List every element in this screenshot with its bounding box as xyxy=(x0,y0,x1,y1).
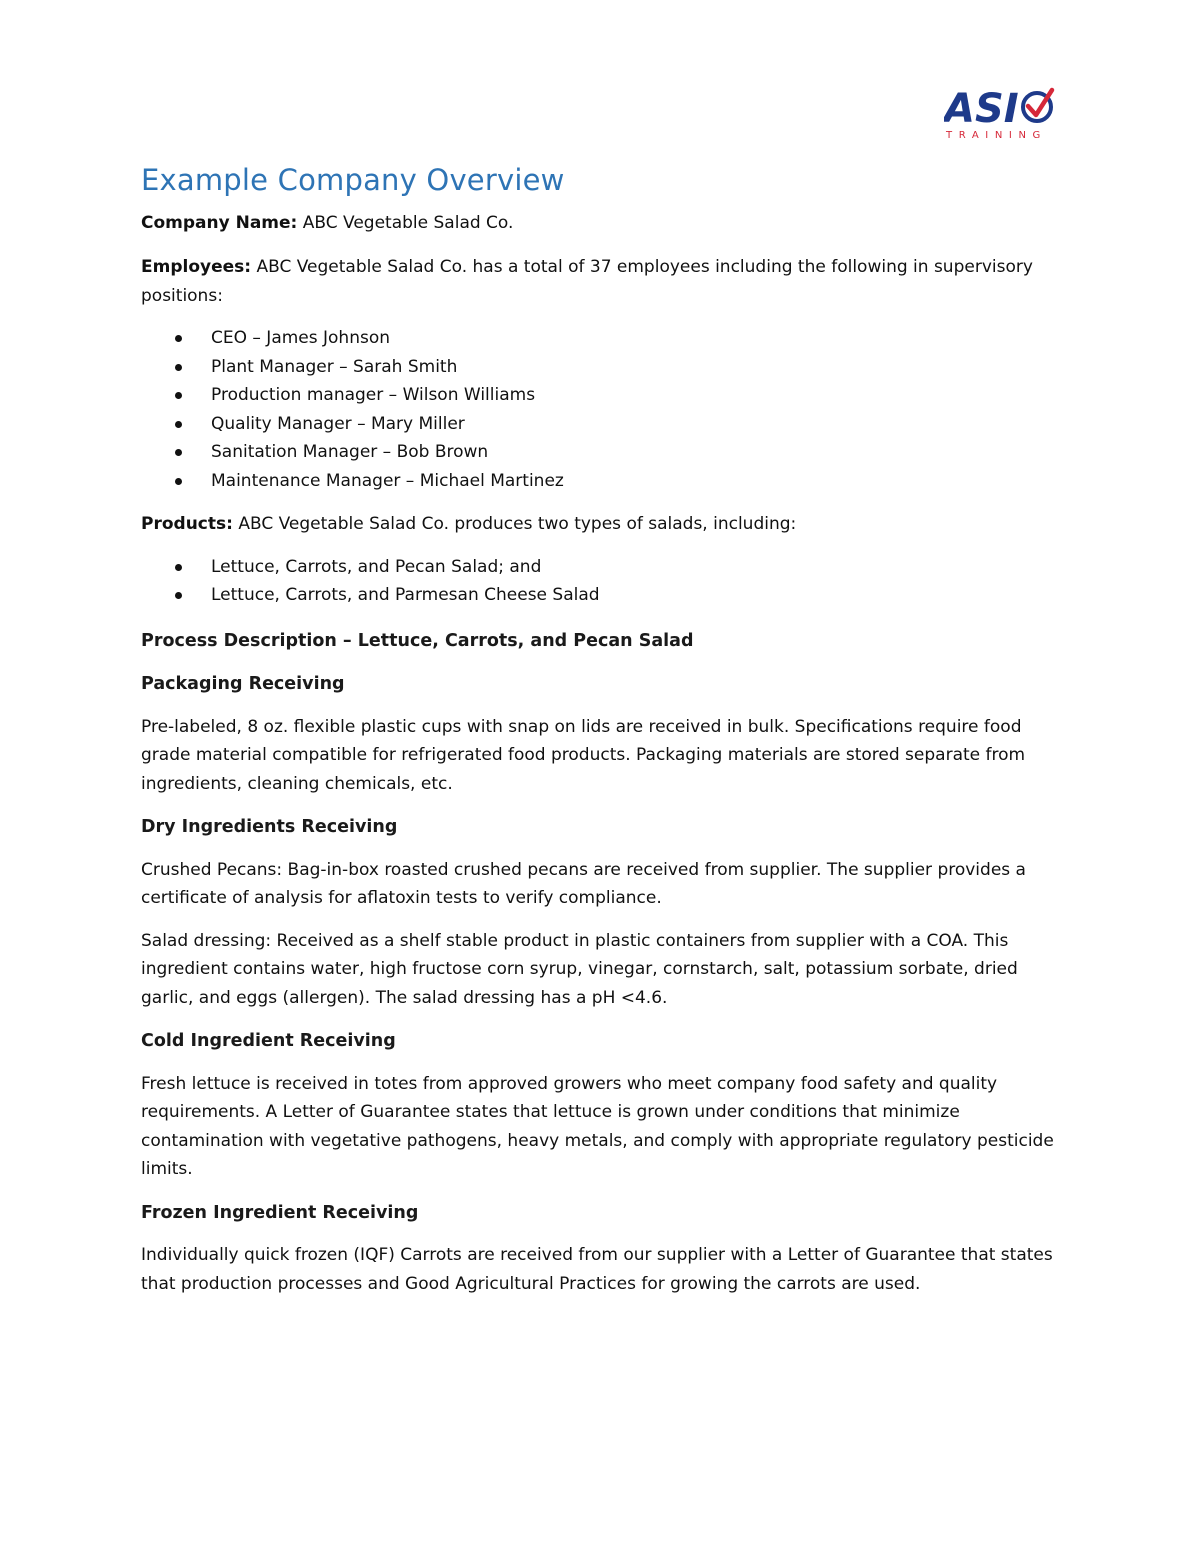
employees-label: Employees: xyxy=(141,257,252,278)
salad-dressing-text: Salad dressing: Received as a shelf stable product in plastic containers from supplier with a COA. This ingredient contains water, high fructose corn syrup, vinegar, cornstarch, salt, potassium sorbate, dried garlic, and eggs (allergen). The salad dressing has a pH <4.6. xyxy=(141,930,1018,1008)
list-item: Sanitation Manager – Bob Brown xyxy=(141,438,1061,467)
products-text: ABC Vegetable Salad Co. produces two types of salads, including: xyxy=(232,514,797,535)
supervisor-list xyxy=(141,324,1061,495)
logo-tagline-text: TRAINING xyxy=(946,130,1047,141)
cold-ingredient-heading: Cold Ingredient Receiving xyxy=(141,1031,396,1052)
products-paragraph xyxy=(141,510,1061,539)
process-description-heading: Process Description – Lettuce, Carrots, and Pecan Salad xyxy=(141,630,694,651)
company-name-value: ABC Vegetable Salad Co. xyxy=(297,212,514,233)
list-item: Production manager – Wilson Williams xyxy=(141,381,1061,410)
packaging-receiving-heading: Packaging Receiving xyxy=(141,674,345,695)
list-item: Lettuce, Carrots, and Pecan Salad; and xyxy=(141,553,1061,582)
packaging-receiving-text: Pre-labeled, 8 oz. flexible plastic cups with snap on lids are received in bulk. Specifications require food grade material compatible for refrigerated food products. Packaging materials are stored separate from ingredients, cleaning chemicals, etc. xyxy=(141,716,1026,794)
employees-text: ABC Vegetable Salad Co. has a total of 37 employees including the following in supervisory positions: xyxy=(141,257,1033,306)
frozen-ingredient-text: Individually quick frozen (IQF) Carrots are received from our supplier with a Letter of Guarantee that states that production processes and Good Agricultural Practices for growing the carrots are used. xyxy=(141,1245,1053,1294)
list-item: CEO – James Johnson xyxy=(141,324,1061,353)
list-item: Plant Manager – Sarah Smith xyxy=(141,353,1061,382)
list-item: Maintenance Manager – Michael Martinez xyxy=(141,467,1061,496)
products-list xyxy=(141,553,1061,610)
company-name-line xyxy=(141,209,1061,238)
list-item: Quality Manager – Mary Miller xyxy=(141,410,1061,439)
document-body xyxy=(141,162,1061,1298)
cold-ingredient-text: Fresh lettuce is received in totes from approved growers who meet company food safety and quality requirements. A Letter of Guarantee states that lettuce is grown under conditions that minimize contamination with vegetative pathogens, heavy metals, and comply with appropriate regulatory pesticide limits. xyxy=(141,1073,1054,1180)
asi-logo-graphic xyxy=(944,84,1056,142)
dry-ingredients-heading: Dry Ingredients Receiving xyxy=(141,817,398,838)
frozen-ingredient-heading: Frozen Ingredient Receiving xyxy=(141,1202,419,1223)
asi-training-logo xyxy=(944,84,1056,142)
employees-paragraph xyxy=(141,253,1061,310)
logo-brand-text: ASI xyxy=(944,86,1019,132)
company-name-label: Company Name: xyxy=(141,212,298,233)
products-label: Products: xyxy=(141,514,233,535)
list-item: Lettuce, Carrots, and Parmesan Cheese Salad xyxy=(141,581,1061,610)
crushed-pecans-text: Crushed Pecans: Bag-in-box roasted crushed pecans are received from supplier. The supplier provides a certificate of analysis for aflatoxin tests to verify compliance. xyxy=(141,859,1026,909)
page-title: Example Company Overview xyxy=(141,163,565,197)
